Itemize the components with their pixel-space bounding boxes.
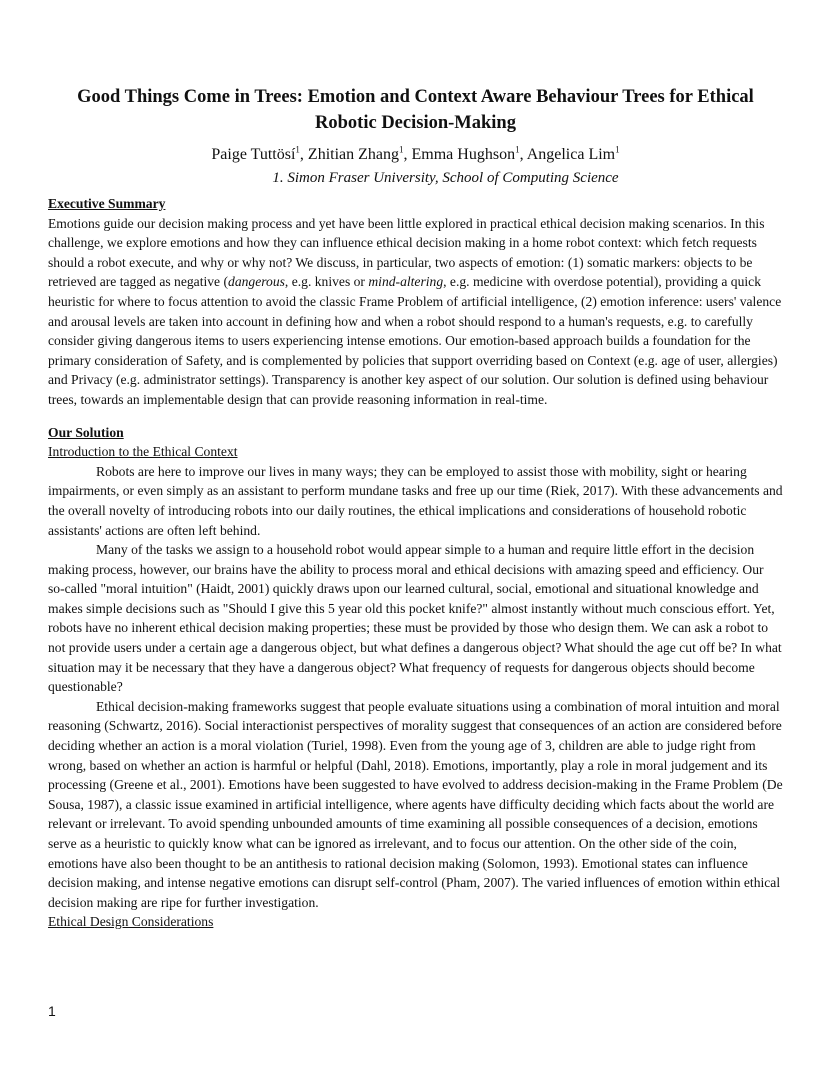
summary-text-part-2: , e.g. knives or bbox=[284, 274, 369, 290]
subsection-heading-ethical-design: Ethical Design Considerations bbox=[48, 914, 214, 930]
author-affiliation-mark: 1 bbox=[615, 144, 620, 155]
author-affiliation-mark: 1 bbox=[399, 144, 404, 155]
section-gap bbox=[48, 410, 783, 423]
affiliation: 1. Simon Fraser University, School of Computing Science bbox=[272, 170, 619, 186]
subsection-heading-ethical-context: Introduction to the Ethical Context bbox=[48, 444, 238, 460]
author-name: Paige Tuttösí bbox=[211, 146, 296, 163]
emphasis-mind-altering: mind-altering bbox=[368, 274, 444, 290]
author-affiliation-mark: 1 bbox=[515, 144, 520, 155]
author-affiliation-mark: 1 bbox=[295, 144, 300, 155]
summary-text-part-3: , e.g. medicine with overdose potential), providing a quick heuristic for where to focus attention to avoid the classic Frame Problem of artificial intelligence, (2) emotion inference: users' valence and arousal levels are taken into account in defining how and when a robot should respond to a human's requests, e.g. to carefully consider giving dangerous items to users experiencing intense emotions. Our emotion-based approach builds a foundation for the primary consideration of Safety, and is complemented by policies that support overriding based on Context (e.g. age of user, allergies) and Privacy (e.g. administrator settings). Transparency is another key aspect of our solution. Our solution is defined using behaviour trees, towards an implementable design that can provide reasoning information in real-time. bbox=[48, 274, 782, 407]
author-separator: , bbox=[519, 146, 527, 163]
paper-title bbox=[48, 84, 783, 136]
body-paragraph: Many of the tasks we assign to a household robot would appear simple to a human and require little effort in the decision making process, however, our brains have the ability to process moral and ethical decisions with amazing speed and efficiency. Our so-called "moral intuition" (Haidt, 2001) quickly draws upon our learned cultural, social, emotional and situational knowledge and makes simple decisions such as "Should I give this 5 year old this pocket knife?" almost instantly without much conscious effort. Yet, robots have no inherent ethical decision making properties; these must be provided by those who design them. We can ask a robot to not provide users under a certain age a dangerous object, but what defines a dangerous object? What should the age cut off be? In what situation may it be necessary that they have a dangerous object? What frequency of requests for dangerous objects should become questionable? bbox=[48, 542, 782, 695]
body-paragraph: Ethical decision-making frameworks suggest that people evaluate situations using a combination of moral intuition and moral reasoning (Schwartz, 2016). Social interactionist perspectives of morality suggest that consequences of an action are considered before deciding whether an action is a moral violation (Turiel, 1998). Even from the young age of 3, children are able to judge right from wrong, based on whether an action is harmful or helpful (Dahl, 2018). Emotions, importantly, play a role in moral judgement and its processing (Greene et al., 2001). Emotions have been suggested to have evolved to address decision-making in the Frame Problem (De Sousa, 1987), a classic issue examined in artificial intelligence, where agents have difficulty deciding which facts about the world are relevant or irrelevant. To avoid spending unbounded amounts of time examining all possible consequences of a decision, emotions serve as a heuristic to quickly know what can be ignored as irrelevant, and to focus our attention. On the other side of the coin, emotions have also been thought to be an antithesis to rational decision making (Solomon, 1993). Emotional states can influence decision making, and intense negative emotions can disrupt self-control (Pham, 2007). The varied influences of emotion within ethical decision making are ripe for further investigation. bbox=[48, 698, 783, 910]
author-name: Zhitian Zhang bbox=[307, 146, 400, 163]
executive-summary-paragraph bbox=[48, 214, 783, 410]
page-number: 1 bbox=[48, 1003, 56, 1019]
title-line-1: Good Things Come in Trees: Emotion and Context Aware Behaviour Trees for Ethical bbox=[77, 87, 754, 107]
paper-page bbox=[48, 84, 783, 932]
summary-text-part-1: Emotions guide our decision making process and yet have been little explored in practical ethical decision making scenarios. In this challenge, we explore emotions and how they can influence ethical decision making in a home robot context: which fetch requests should a robot execute, and why or why not? We discuss, in particular, two aspects of emotion: (1) somatic markers: objects to be retrieved are tagged as negative ( bbox=[48, 215, 765, 290]
author-name: Emma Hughson bbox=[411, 146, 516, 163]
author-separator: , bbox=[299, 146, 308, 163]
author-name: Angelica Lim bbox=[526, 146, 616, 163]
title-line-2: Robotic Decision-Making bbox=[315, 113, 516, 133]
author-list bbox=[48, 144, 783, 166]
section-heading-executive-summary: Executive Summary bbox=[48, 196, 166, 211]
author-separator: , bbox=[403, 146, 412, 163]
body-paragraph: Robots are here to improve our lives in many ways; they can be employed to assist those with mobility, sight or hearing impairments, or even simply as an assistant to perform mundane tasks and free up our time (Riek, 2017). With these advancements and the overall novelty of introducing robots into our daily routines, the ethical implications and considerations of household robotic assistants' actions are often left behind. bbox=[48, 463, 783, 538]
emphasis-dangerous: dangerous bbox=[228, 274, 285, 290]
section-heading-our-solution: Our Solution bbox=[48, 424, 124, 440]
